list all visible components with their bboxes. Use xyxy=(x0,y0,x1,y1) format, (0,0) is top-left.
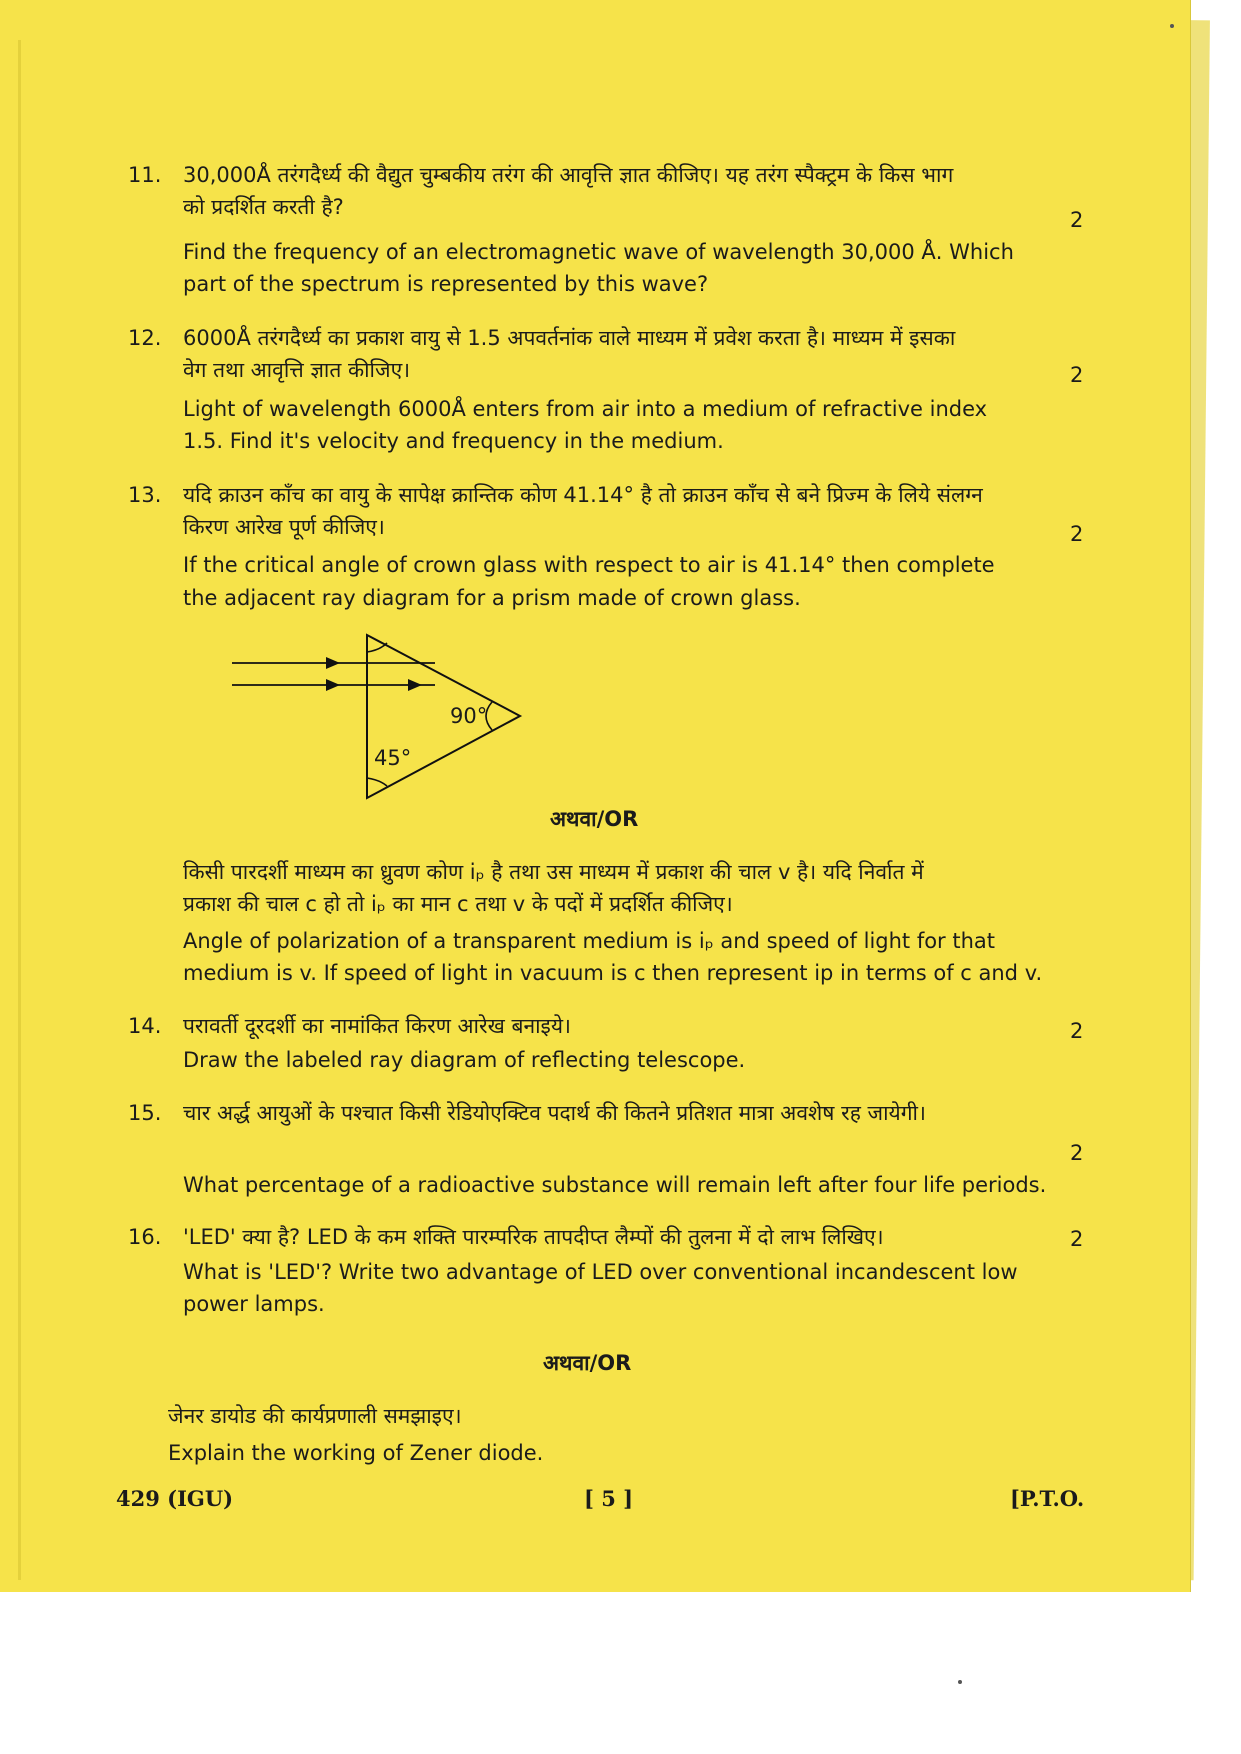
q12-english-line-1: Light of wavelength 6000Å enters from air into a medium of refractive index xyxy=(183,397,988,421)
q16-marks: 2 xyxy=(1070,1227,1084,1251)
please-turn-over: [P.T.O. xyxy=(1010,1486,1085,1511)
q13-english-line-1: If the critical angle of crown glass with respect to air is 41.14° then complete xyxy=(183,553,995,577)
ray-1-arrowhead xyxy=(326,657,340,669)
question-number: 13. xyxy=(128,483,162,507)
q12-hindi-line-2: वेग तथा आवृत्ति ज्ञात कीजिए। xyxy=(183,358,411,382)
q16-english-line-2: power lamps. xyxy=(183,1292,325,1316)
q14-marks: 2 xyxy=(1070,1019,1084,1043)
q13-alt-hindi-line-2: प्रकाश की चाल c हो तो iₚ का मान c तथा v के पदों में प्रदर्शित कीजिए। xyxy=(183,892,733,916)
inner-ray-arrowhead xyxy=(408,679,422,691)
q13-alt-hindi-line-1: किसी पारदर्शी माध्यम का ध्रुवण कोण iₚ है तथा उस माध्यम में प्रकाश की चाल v है। यदि निर्वात में xyxy=(183,860,924,884)
q16-english-line-1: What is 'LED'? Write two advantage of LED over conventional incandescent low xyxy=(183,1260,1018,1284)
q11-english-line-2: part of the spectrum is represented by this wave? xyxy=(183,272,709,296)
q11-hindi-line-2: को प्रदर्शित करती है? xyxy=(183,195,344,219)
q12-marks: 2 xyxy=(1070,363,1084,387)
question-number: 12. xyxy=(128,326,162,350)
q11-english-line-1: Find the frequency of an electromagnetic wave of wavelength 30,000 Å. Which xyxy=(183,240,1014,264)
q12-english-line-2: 1.5. Find it's velocity and frequency in the medium. xyxy=(183,429,724,453)
page-fold xyxy=(18,40,21,1580)
q15-hindi-line-1: चार अर्द्ध आयुओं के पश्चात किसी रेडियोएक्टिव पदार्थ की कितने प्रतिशत मात्रा अवशेष रह जायेगी। xyxy=(183,1101,926,1125)
q13-alt-english-line-2: medium is v. If speed of light in vacuum is c then represent ip in terms of c and v. xyxy=(183,961,1043,985)
q12-hindi-line-1: 6000Å तरंगदैर्ध्य का प्रकाश वायु से 1.5 अपवर्तनांक वाले माध्यम में प्रवेश करता है। माध्यम में इसका xyxy=(183,326,956,350)
angle-label-90: 90° xyxy=(450,704,488,728)
page-number: [ 5 ] xyxy=(584,1486,634,1511)
q15-marks: 2 xyxy=(1070,1141,1084,1165)
bottom-angle-arc xyxy=(367,778,387,786)
q13-hindi-line-2: किरण आरेख पूर्ण कीजिए। xyxy=(183,515,385,539)
q11-marks: 2 xyxy=(1070,208,1084,232)
prism-ray-diagram xyxy=(230,630,560,805)
or-divider: अथवा/OR xyxy=(550,807,639,831)
q16-hindi-line-1: 'LED' क्या है? LED के कम शक्ति पारम्परिक तापदीप्त लैम्पों की तुलना में दो लाभ लिखिए। xyxy=(183,1225,884,1249)
scan-speck xyxy=(958,1680,962,1684)
q16-alt-english-line-1: Explain the working of Zener diode. xyxy=(168,1441,544,1465)
question-number: 14. xyxy=(128,1014,162,1038)
q11-hindi-line-1: 30,000Å तरंगदैर्ध्य की वैद्युत चुम्बकीय तरंग की आवृत्ति ज्ञात कीजिए। यह तरंग स्पैक्ट्रम के किस भाग xyxy=(183,163,954,187)
q14-hindi-line-1: परावर्ती दूरदर्शी का नामांकित किरण आरेख बनाइये। xyxy=(183,1014,571,1038)
q13-hindi-line-1: यदि क्राउन काँच का वायु के सापेक्ष क्रान्तिक कोण 41.14° है तो क्राउन काँच से बने प्रिज्म के लिये संलग्न xyxy=(183,483,983,507)
paper-code: 429 (IGU) xyxy=(116,1486,234,1511)
q13-english-line-2: the adjacent ray diagram for a prism made of crown glass. xyxy=(183,586,801,610)
q13-marks: 2 xyxy=(1070,522,1084,546)
q16-alt-hindi-line-1: जेनर डायोड की कार्यप्रणाली समझाइए। xyxy=(168,1404,462,1428)
question-number: 16. xyxy=(128,1225,162,1249)
question-number: 11. xyxy=(128,163,162,187)
ray-2-arrowhead xyxy=(326,679,340,691)
q13-alt-english-line-1: Angle of polarization of a transparent medium is iₚ and speed of light for that xyxy=(183,929,996,953)
q14-english-line-1: Draw the labeled ray diagram of reflecting telescope. xyxy=(183,1048,746,1072)
angle-label-45: 45° xyxy=(374,746,412,770)
question-number: 15. xyxy=(128,1101,162,1125)
prism-triangle xyxy=(367,635,520,798)
or-divider: अथवा/OR xyxy=(543,1351,632,1375)
q15-english-line-1: What percentage of a radioactive substance will remain left after four life periods. xyxy=(183,1173,1047,1197)
scan-speck xyxy=(1170,24,1174,28)
